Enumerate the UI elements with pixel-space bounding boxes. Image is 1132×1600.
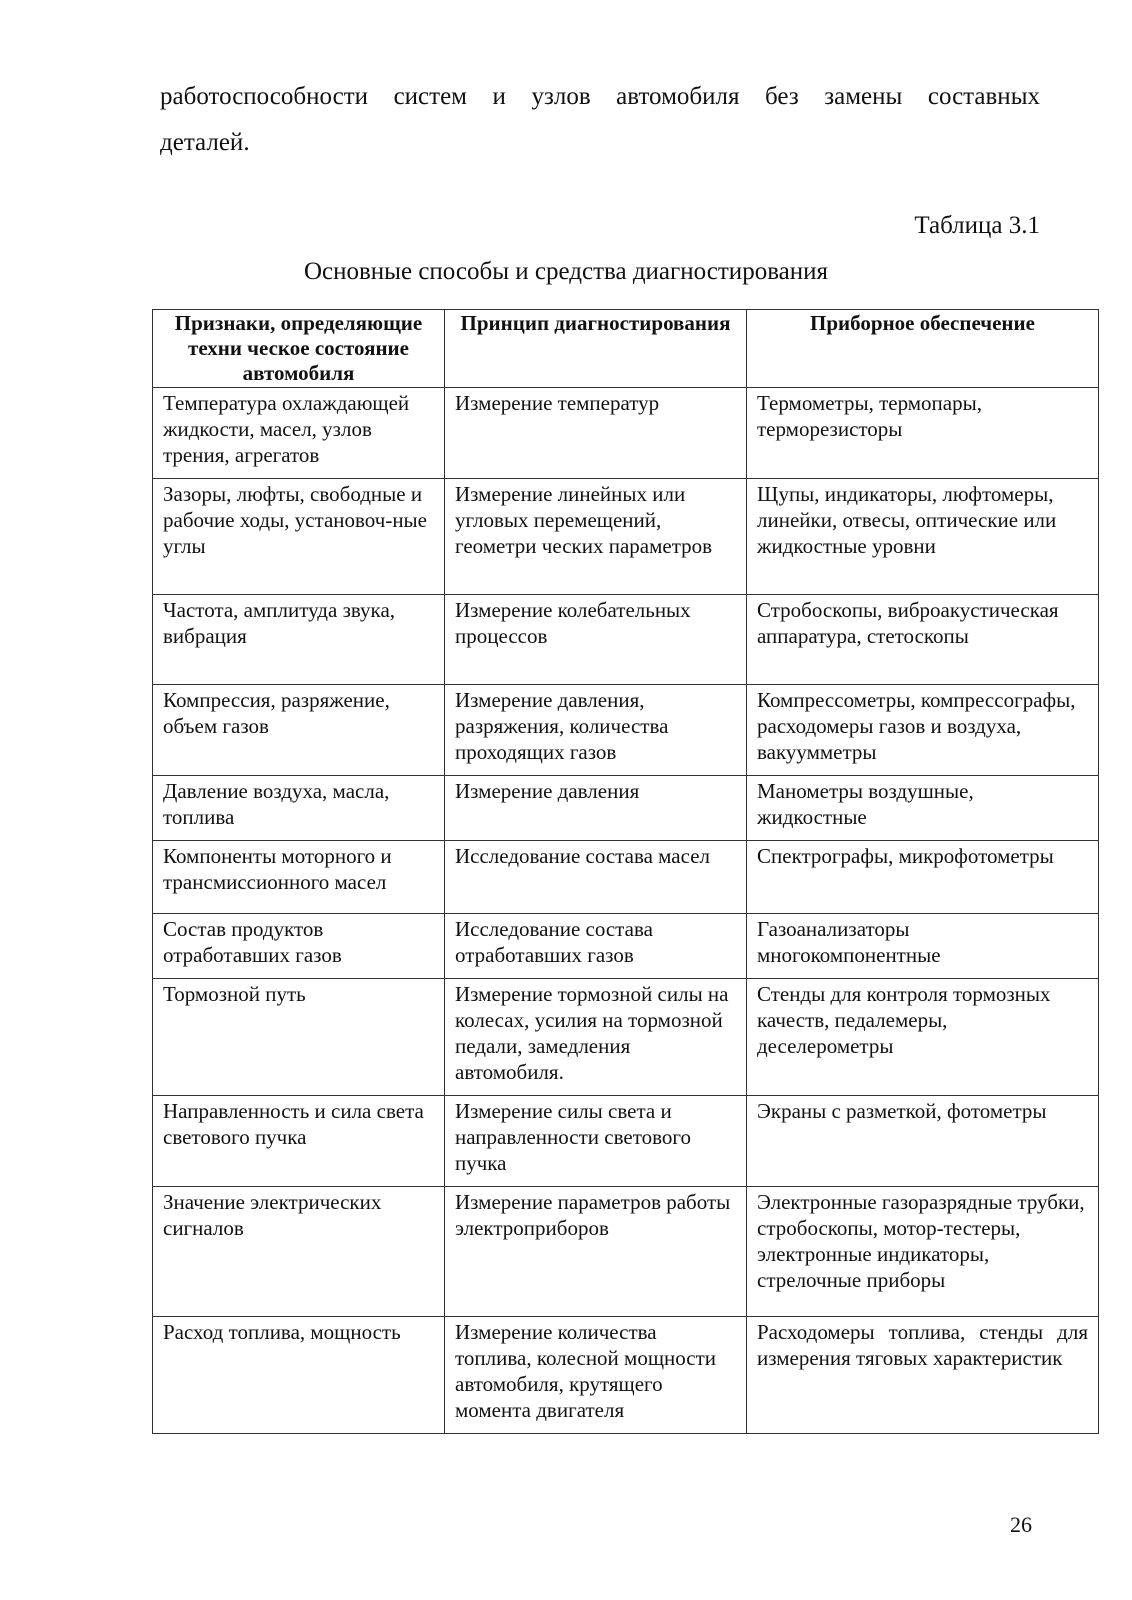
- intro-paragraph: [160, 74, 1040, 166]
- cell-instruments: Электронные газоразрядные трубки, стробоскопы, мотор-тестеры, электронные индикаторы, стрелочные приборы: [747, 1187, 1099, 1317]
- cell-sign: Расход топлива, мощность: [153, 1317, 445, 1434]
- cell-sign: Компоненты моторного и трансмиссионного масел: [153, 841, 445, 914]
- table-row: [153, 979, 1099, 1096]
- table-header-row: [153, 310, 1099, 388]
- cell-sign: Давление воздуха, масла, топлива: [153, 776, 445, 841]
- cell-instruments: Газоанализаторы многокомпонентные: [747, 914, 1099, 979]
- intro-line-1: работоспособности систем и узлов автомобиля без замены составных: [160, 83, 1040, 110]
- cell-sign: Состав продуктов отработавших газов: [153, 914, 445, 979]
- page-number: 26: [1010, 1512, 1032, 1537]
- cell-sign: Зазоры, люфты, свободные и рабочие ходы, установоч-ные углы: [153, 479, 445, 595]
- table-row: [153, 1096, 1099, 1187]
- cell-instruments: Щупы, индикаторы, люфтомеры, линейки, отвесы, оптические или жидкостные уровни: [747, 479, 1099, 595]
- header-signs: Признаки, определяющие техни ческое состояние автомобиля: [153, 310, 445, 388]
- cell-instruments: Спектрографы, микрофотометры: [747, 841, 1099, 914]
- table-number: Таблица 3.1: [914, 212, 1040, 239]
- header-principle: Принцип диагностирования: [445, 310, 747, 388]
- table-row: [153, 841, 1099, 914]
- cell-instruments: Компрессометры, компрессографы, расходомеры газов и воздуха, вакуумметры: [747, 685, 1099, 776]
- cell-principle: Измерение давления: [445, 776, 747, 841]
- cell-principle: Измерение колебательных процессов: [445, 595, 747, 685]
- cell-principle: Исследование состава масел: [445, 841, 747, 914]
- cell-principle: Исследование состава отработавших газов: [445, 914, 747, 979]
- header-instruments: Приборное обеспечение: [747, 310, 1099, 388]
- diagnostics-table: [152, 309, 1099, 1434]
- cell-instruments: Манометры воздушные, жидкостные: [747, 776, 1099, 841]
- table-row: [153, 388, 1099, 479]
- table-title: Основные способы и средства диагностирования: [303, 258, 829, 285]
- cell-instruments: Экраны с разметкой, фотометры: [747, 1096, 1099, 1187]
- intro-line-2: деталей.: [160, 129, 250, 156]
- cell-principle: Измерение линейных или угловых перемещений, геометри ческих параметров: [445, 479, 747, 595]
- cell-principle: Измерение силы света и направленности светового пучка: [445, 1096, 747, 1187]
- cell-sign: Значение электрических сигналов: [153, 1187, 445, 1317]
- table-row: [153, 1187, 1099, 1317]
- table-row: [153, 1317, 1099, 1434]
- cell-principle: Измерение параметров работы электроприборов: [445, 1187, 747, 1317]
- cell-sign: Температура охлаждающей жидкости, масел, узлов трения, агрегатов: [153, 388, 445, 479]
- cell-sign: Направленность и сила света светового пучка: [153, 1096, 445, 1187]
- cell-instruments: Стробоскопы, виброакустическая аппаратура, стетоскопы: [747, 595, 1099, 685]
- table-row: [153, 914, 1099, 979]
- cell-instruments: Стенды для контроля тормозных качеств, педалемеры, деселерометры: [747, 979, 1099, 1096]
- cell-sign: Тормозной путь: [153, 979, 445, 1096]
- cell-principle: Измерение давления, разряжения, количества проходящих газов: [445, 685, 747, 776]
- cell-sign: Частота, амплитуда звука, вибрация: [153, 595, 445, 685]
- cell-principle: Измерение температур: [445, 388, 747, 479]
- table-row: [153, 685, 1099, 776]
- cell-principle: Измерение тормозной силы на колесах, усилия на тормозной педали, замедления автомобиля.: [445, 979, 747, 1096]
- table-row: [153, 776, 1099, 841]
- table-row: [153, 595, 1099, 685]
- table-row: [153, 479, 1099, 595]
- cell-instruments: Термометры, термопары, терморезисторы: [747, 388, 1099, 479]
- cell-principle: Измерение количества топлива, колесной мощности автомобиля, крутящего момента двигателя: [445, 1317, 747, 1434]
- cell-instruments: Расходомеры топлива, стенды для измерения тяговых характеристик: [747, 1317, 1099, 1434]
- cell-sign: Компрессия, разряжение, объем газов: [153, 685, 445, 776]
